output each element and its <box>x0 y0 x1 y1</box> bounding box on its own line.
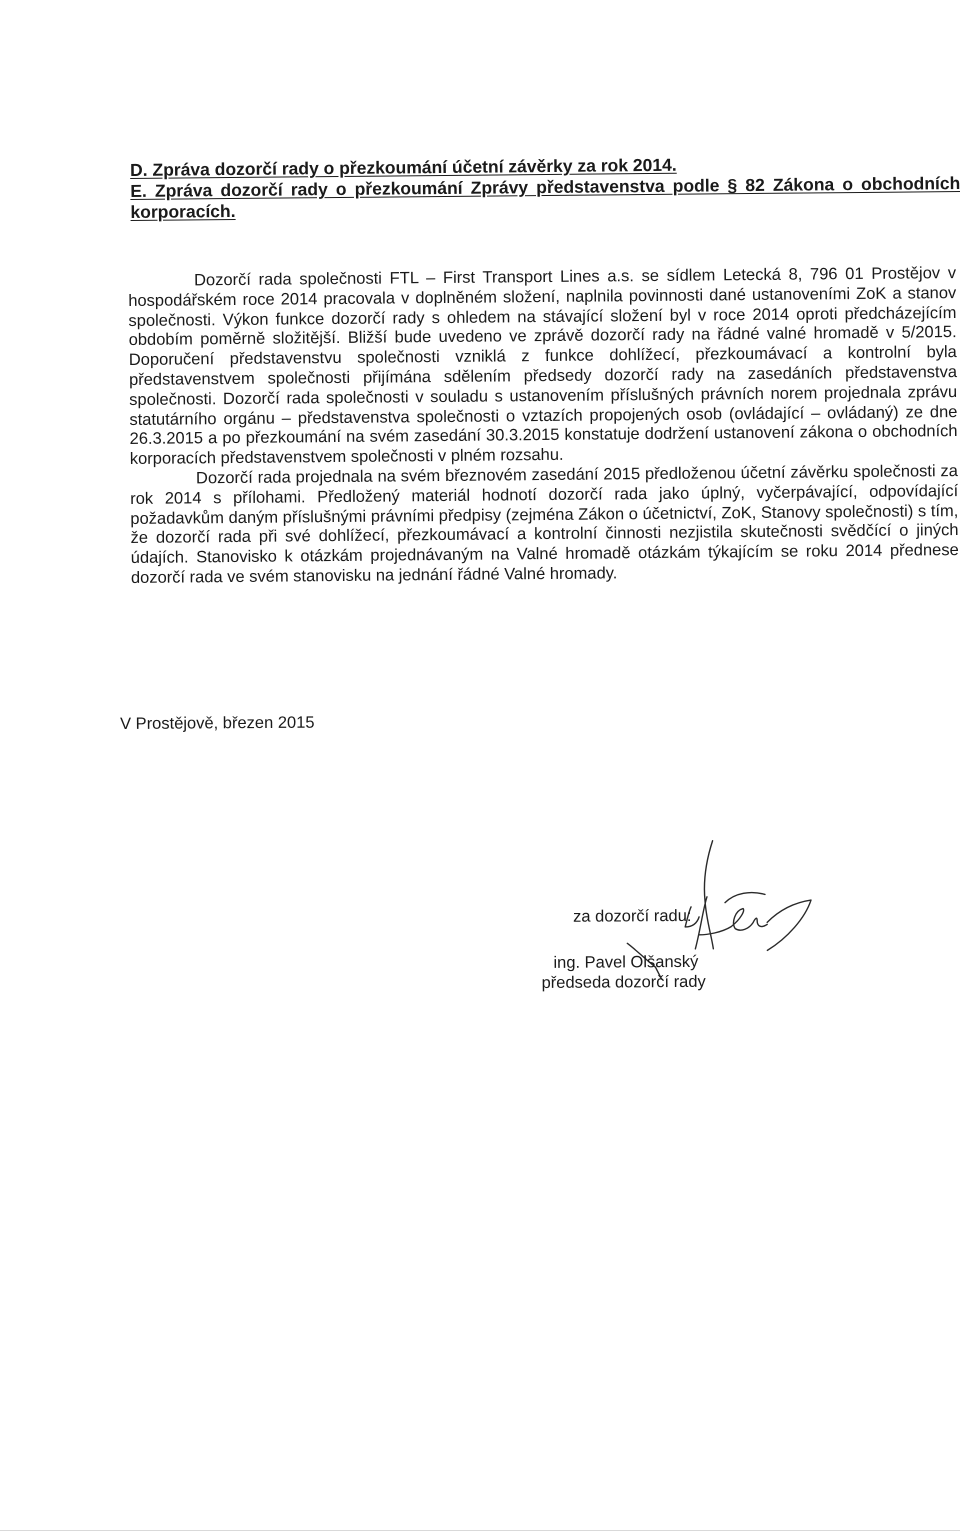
paragraph-2: Dozorčí rada projednala na svém březnovém zasedání 2015 předloženou účetní závěrku společnosti za rok 2014 s přílohami. Předložený materiál hodnotí dozorčí rada jako úplný, vyčerpávající, odpovídající požadavkům daným příslušnými právními předpisy (zejména Zákon o účetnictví, ZoK, Stanovy společnosti) s tím, že dozorčí rada při své dohlížecí, přezkoumávací a kontrolní činnosti nezjistila skutečnosti svědčící o jiných údajích. Stanovisko k otázkám projednávaným na Valné hromadě otázkám týkajícím se roku 2014 přednese dozorčí rada ve svém stanovisku na jednání řádné Valné hromady. <box>130 462 959 587</box>
place-and-date: V Prostějově, březen 2015 <box>120 713 315 733</box>
signature-block <box>535 898 816 1100</box>
heading-e: E. Zpráva dozorčí rady o přezkoumání Zprávy představenstva podle § 82 Zákona o obchodních korporacích. <box>130 173 960 222</box>
section-headings <box>130 152 960 223</box>
report-body <box>128 264 959 589</box>
paragraph-1: Dozorčí rada společnosti FTL – First Transport Lines a.s. se sídlem Letecká 8, 796 01 Prostějov v hospodářském roce 2014 pracovala v doplněném složení, naplnila povinnosti dané ustanoveními ZoK a stanov společnosti. Výkon funkce dozorčí rady s ohledem na stávající složení byl v roce 2014 oproti předcházejícím obdobím poměrně složitější. Bližší bude uvedeno ve zprávě dozorčí rady na řádné valné hromadě v 5/2015. Doporučení představenstvu společnosti vzniklá z funkce dohlížecí, přezkoumávací a kontrolní byla představenstvem společnosti přijímána sdělením předsedy dozorčí rady na zasedáních představenstva společnosti. Dozorčí rada společnosti v souladu s ustanovením příslušných právních norem projednala zprávu statutárního orgánu – představenstva společnosti o vztazích propojených osob (ovládající – ovládaný) ze dne 26.3.2015 a po přezkoumání na svém zasedání 30.3.2015 konstatuje dodržení ustanovení zákona o obchodních korporacích představenstvem společnosti v plném rozsahu. <box>128 264 958 469</box>
signatory-role: předseda dozorčí rady <box>541 972 706 992</box>
signatory-name: ing. Pavel Olšanský <box>553 952 699 972</box>
heading-d: D. Zpráva dozorčí rady o přezkoumání účetní závěrky za rok 2014. <box>130 154 677 180</box>
signature-for-label: za dozorčí radu: <box>573 906 692 926</box>
page-bottom-divider <box>0 1530 960 1531</box>
